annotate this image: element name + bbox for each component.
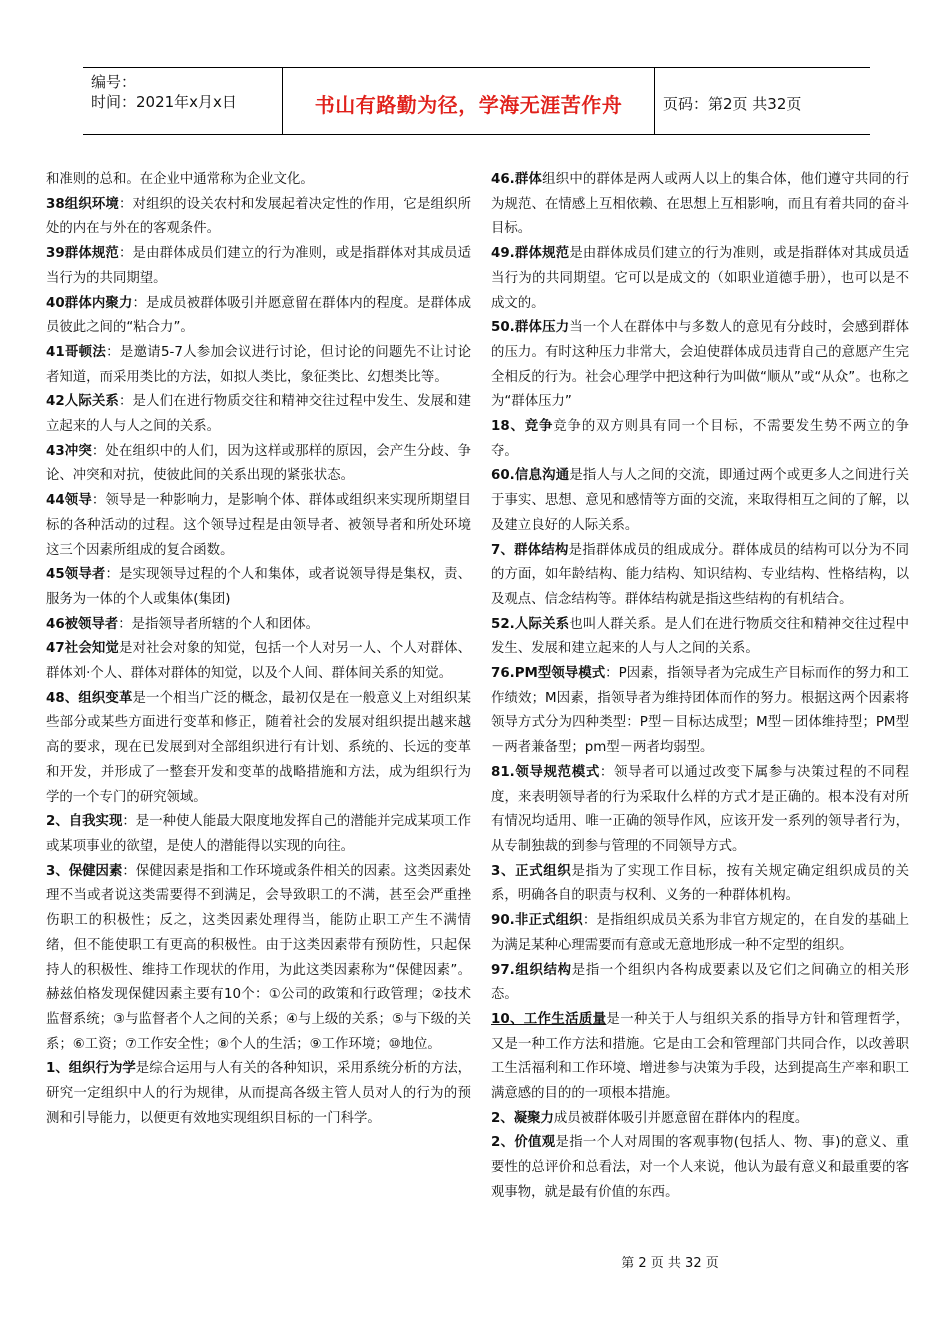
definition-entry: [491, 415, 909, 464]
definition-term: 18、竞争: [491, 419, 554, 435]
definition-text: 是由群体成员们建立的行为准则，或是指群体对其成员适当行为的共同期望。它可以是成文的（如职业道德手册），也可以是不成文的。: [491, 246, 909, 311]
definition-entry: [491, 959, 909, 1008]
definition-entry: [46, 563, 471, 612]
definition-term: 97.组织结构: [491, 962, 572, 978]
definition-text: 是一个相当广泛的概念，最初仅是在一般意义上对组织某些部分或某些方面进行变革和修正，随着社会的发展对组织提出越来越高的要求，现在已发展到对全部组织进行有计划、系统的、长远的变革和开发，并形成了一整套开发和变革的战略措施和方法，成为组织行为学的一个专门的研究领域。: [46, 690, 471, 805]
definition-term: 1、组织行为学: [46, 1061, 136, 1077]
definition-term: 44领导: [46, 493, 92, 509]
definition-text: ：领导者可以通过改变下属参与决策过程的不同程度，来表明领导者的行为采取什么样的方式才是正确的。根本没有对所有情况均适用、唯一正确的领导作风，应该开发一系列的领导者行为，从专制独裁的到参与管理的不同领导方式。: [491, 764, 909, 854]
definition-entry: [46, 1057, 471, 1131]
header-page-number: 页码：第2页 共32页: [663, 94, 802, 113]
definition-term: 7、群体结构: [491, 542, 569, 558]
definition-term: 38组织环境: [46, 196, 119, 212]
definition-term: 43冲突: [46, 443, 92, 459]
definition-text: 当一个人在群体中与多数人的意见有分歧时，会感到群体的压力。有时这种压力非常大，会迫使群体成员违背自己的意愿产生完全相反的行为。社会心理学中把这种行为叫做“顺从”或“从众”。也称之为“群体压力”: [491, 320, 909, 410]
page-header: [83, 67, 870, 135]
definition-text: ：是指领导者所辖的个人和团体。: [118, 616, 320, 632]
definition-entry: [46, 390, 471, 439]
definition-term: 47社会知觉: [46, 641, 119, 657]
right-column: [491, 168, 909, 1206]
definition-term: 10、工作生活质量: [491, 1011, 607, 1027]
definition-entry: [46, 292, 471, 341]
definition-text: 是一种关于人与组织关系的指导方针和管理哲学，又是一种工作方法和措施。它是由工会和管理部门共同合作，以改善职工生活福利和工作环境、增进参与决策为手段，达到提高生产率和职工满意感的目的的一项根本措施。: [491, 1011, 910, 1102]
definition-term: 90.非正式组织: [491, 913, 583, 929]
definition-entry: [491, 909, 909, 958]
definition-entry: [46, 687, 471, 811]
definition-term: 2、自我实现: [46, 814, 123, 830]
definition-text: ：处在组织中的人们，因为这样或那样的原因，会产生分歧、争论、冲突和对抗，使彼此间的关系出现的紧张状态。: [46, 443, 472, 484]
definition-text: ：是实现领导过程的个人和集体，或者说领导得是集权，责、服务为一体的个人或集体(集团): [46, 567, 472, 607]
definition-text: 和准则的总和。在企业中通常称为企业文化。: [46, 172, 314, 187]
definition-text: 也叫人群关系。是人们在进行物质交往和精神交往过程中发生、发展和建立起来的人与人之间的关系。: [491, 616, 909, 657]
definition-term: 60.信息沟通: [491, 468, 570, 484]
header-meta: [83, 68, 283, 134]
definition-text: ：是指组织成员关系为非官方规定的，在自发的基础上为满足某种心理需要而有意或无意地形成一种不定型的组织。: [491, 913, 909, 953]
definition-entry: [46, 489, 471, 563]
document-time-label: 时间：2021年x月x日: [91, 93, 237, 111]
definition-term: 2、凝聚力: [491, 1110, 554, 1126]
definition-term: 50.群体压力: [491, 320, 570, 336]
definition-text: ：是一种使人能最大限度地发挥自己的潜能并完成某项工作或某项事业的欲望，是使人的潜能得以实现的向往。: [46, 814, 471, 854]
definition-term: 76.PM型领导模式: [491, 666, 606, 682]
page-footer: 第 2 页 共 32 页: [621, 1256, 719, 1271]
definition-entry: [491, 662, 909, 761]
definition-entry: [491, 316, 909, 415]
definition-text: ：对组织的设关农村和发展起着决定性的作用，它是组织所处的内在与外在的客观条件。: [46, 196, 472, 237]
document-number-label: 编号：: [91, 73, 137, 91]
definition-text: 成员被群体吸引并愿意留在群体内的程度。: [553, 1110, 809, 1126]
definition-term: 42人际关系: [46, 394, 119, 410]
definition-entry: [491, 1008, 909, 1107]
definition-entry: [491, 168, 909, 242]
definition-entry: [46, 440, 471, 489]
definition-entry: [46, 860, 471, 1058]
definition-term: 49.群体规范: [491, 246, 570, 262]
definition-text: ：领导是一种影响力，是影响个体、群体或组织来实现所期望目标的各种活动的过程。这个领导过程是由领导者、被领导者和所处环境这三个因素所组成的复合函数。: [46, 493, 472, 558]
definition-text: 是指一个组织内各构成要素以及它们之间确立的相关形态。: [491, 962, 909, 1003]
definition-term: 41哥顿法: [46, 344, 107, 360]
definition-term: 3、保健因素: [46, 863, 123, 879]
definition-text: ：是人们在进行物质交往和精神交往过程中发生、发展和建立起来的人与人之间的关系。: [46, 394, 472, 435]
definition-term: 52.人际关系: [491, 616, 570, 632]
definition-term: 2、价值观: [491, 1135, 556, 1151]
definition-entry: [46, 613, 471, 638]
definition-entry: [46, 810, 471, 859]
definition-entry: [46, 168, 471, 193]
definition-entry: [46, 637, 471, 686]
definition-text: 是指为了实现工作目标，按有关规定确定组织成员的关系，明确各自的职责与权利、义务的一种群体机构。: [491, 863, 909, 904]
definition-text: 是指人与人之间的交流，即通过两个或更多人之间进行关于事实、思想、意见和感情等方面的交流，来取得相互之间的了解，以及建立良好的人际关系。: [491, 468, 909, 533]
definition-entry: [46, 193, 471, 242]
definition-text: 组织中的群体是两人或两人以上的集合体，他们遵守共同的行为规范、在情感上互相依赖、在思想上互相影响，而且有着共同的奋斗目标。: [491, 172, 909, 237]
definition-text: ：是成员被群体吸引并愿意留在群体内的程度。是群体成员彼此之间的“粘合力”。: [46, 295, 471, 336]
definition-text: 是指群体成员的组成成分。群体成员的结构可以分为不同的方面，如年龄结构、能力结构、知识结构、专业结构、性格结构，以及观点、信念结构等。群体结构就是指这些结构的有机结合。: [491, 542, 909, 607]
definition-entry: [491, 464, 909, 538]
definition-text: ：P因素，指领导者为完成生产目标而作的努力和工作绩效；M因素，指领导者为维持团体而作的努力。根据这两个因素将领导方式分为四种类型：P型－目标达成型；M型－团体维持型；PM型－两者兼备型；pm型－两者均弱型。: [491, 666, 909, 756]
definition-entry: [491, 1131, 909, 1205]
definition-text: 竞争的双方则具有同一个目标，不需要发生势不两立的争夺。: [491, 419, 909, 459]
definition-entry: [491, 1107, 909, 1132]
definition-term: 48、组织变革: [46, 690, 133, 706]
definition-entry: [46, 242, 471, 291]
definition-text: ：是邀请5-7人参加会议进行讨论，但讨论的问题先不让讨论者知道，而采用类比的方法，如拟人类比，象征类比、幻想类比等。: [46, 344, 471, 385]
definition-term: 81.领导规范模式: [491, 764, 600, 780]
definition-term: 45领导者: [46, 567, 106, 583]
definition-entry: [491, 860, 909, 909]
definition-term: 39群体规范: [46, 246, 119, 262]
definition-term: 40群体内聚力: [46, 295, 133, 311]
definition-entry: [46, 341, 471, 390]
definition-text: 是对社会对象的知觉，包括一个人对另一人、个人对群体、群体刘·个人、群体对群体的知觉，以及个人间、群体间关系的知觉。: [46, 641, 472, 682]
definition-entry: [491, 242, 909, 316]
definition-entry: [491, 761, 909, 860]
definition-term: 46被领导者: [46, 616, 119, 632]
definition-text: 是指一个人对周围的客观事物(包括人、物、事)的意义、重要性的总评价和总看法，对一个人来说，他认为最有意义和最重要的客观事物，就是最有价值的东西。: [491, 1135, 909, 1200]
definition-text: ：保健因素是指和工作环境或条件相关的因素。这类因素处理不当或者说这类需要得不到满足，会导致职工的不满，甚至会严重挫伤职工的积极性；反之，这类因素处理得当，能防止职工产生不满情绪，但不能使职工有更高的积极性。由于这类因素带有预防性，只起保持人的积极性、维持工作现状的作用，为此这类因素称为“保健因素”。赫兹伯格发现保健因素主要有10个：①公司的政策和行政管理；②技术监督系统；③与监督者个人之间的关系；④与上级的关系；⑤与下级的关系；⑥工资；⑦工作安全性；⑧个人的生活；⑨工作环境；⑩地位。: [46, 863, 471, 1052]
definition-text: ：是由群体成员们建立的行为准则，或是指群体对其成员适当行为的共同期望。: [46, 246, 472, 286]
definition-term: 3、正式组织: [491, 863, 572, 879]
definition-text: 是综合运用与人有关的各种知识，采用系统分析的方法，研究一定组织中人的行为规律，从而提高各级主管人员对人的行为的预测和引导能力，以便更有效地实现组织目标的一门科学。: [46, 1061, 471, 1126]
definition-entry: [491, 613, 909, 662]
header-motto: 书山有路勤为径，学海无涯苦作舟: [283, 68, 655, 134]
definition-entry: [491, 539, 909, 613]
definition-term: 46.群体: [491, 172, 543, 187]
left-column: [46, 168, 471, 1131]
